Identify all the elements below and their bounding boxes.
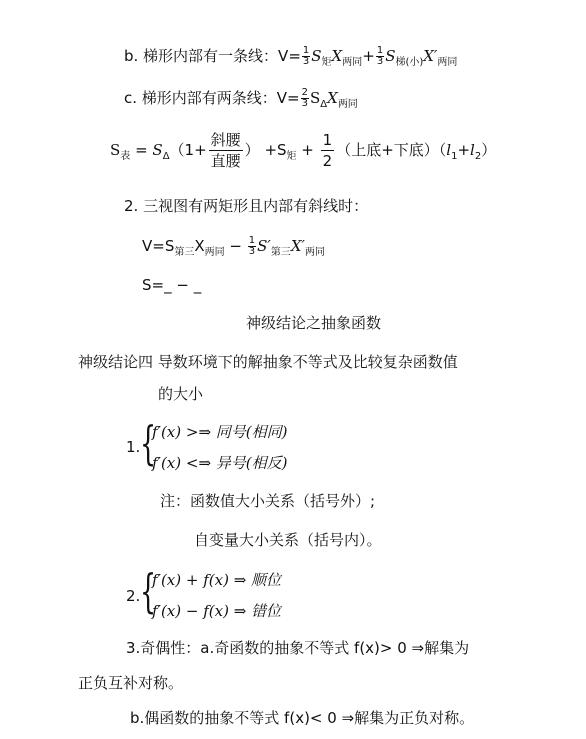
fraction-one-third-v: $\frac{1}{3}$ bbox=[248, 235, 256, 257]
parity-line-2: 正负互补对称。 bbox=[78, 674, 184, 692]
line-b-label: b. 梯形内部有一条线：V= bbox=[124, 47, 301, 65]
left-brace-icon-2: { bbox=[140, 564, 157, 618]
volume-formula: $V=S_{第三}X_{两同}$ − $\frac{1}{3}$ $S'_{第三}X'_{两同}$ bbox=[142, 235, 325, 258]
item-2-text: 2. 三视图有两矩形且内部有斜线时： bbox=[124, 197, 369, 215]
parity-line-3: b.偶函数的抽象不等式 f(x)< 0 ⇒解集为正负对称。 bbox=[130, 709, 475, 727]
fraction-two-thirds: $\frac{2}{3}$ bbox=[301, 87, 308, 109]
line-c-label: c. 梯形内部有两条线：V= bbox=[124, 89, 300, 107]
s-formula: S=_ − _ bbox=[142, 276, 202, 294]
section-title: 神级结论之抽象函数 bbox=[246, 314, 382, 332]
left-brace-icon: { bbox=[140, 416, 157, 470]
case-1-line-b: f′(x) <⇒ 异号(相反) bbox=[152, 454, 288, 472]
line-c-formula: c. 梯形内部有两条线：V= $\frac{2}{3}$ $S_\Delta X_{两同}$ bbox=[124, 87, 358, 110]
conclusion-line-1: 神级结论四 导数环境下的解抽象不等式及比较复杂函数值 bbox=[78, 353, 458, 371]
fraction-one-third-a: $\frac{1}{3}$ bbox=[302, 45, 310, 67]
line-b-formula: b. 梯形内部有一条线：V= $\frac{1}{3}$ $S_矩X_{两同}+$ $\frac{1}{3}$ $S_{梯(小)}X'_{两同}$ bbox=[124, 45, 458, 68]
fraction-slant-over-vertical: 斜腰 直腰 bbox=[210, 131, 241, 170]
fraction-one-third-b: $\frac{1}{3}$ bbox=[376, 45, 384, 67]
case-1-number: 1. bbox=[126, 438, 141, 456]
case-1-line-a: f′(x) >⇒ 同号(相同) bbox=[152, 423, 288, 441]
note-line-2: 自变量大小关系（括号内）。 bbox=[194, 531, 382, 549]
conclusion-line-2: 的大小 bbox=[158, 385, 204, 403]
note-line-1: 注：函数值大小关系（括号外）; bbox=[160, 492, 376, 510]
surface-area-formula: $S_表 = S_\Delta(1+$ 斜腰 直腰 ） $+S_矩$ + $\frac{1}{2}$ （上底+下底）$(l_1+l_2)$ bbox=[110, 131, 497, 170]
parity-line-1: 3.奇偶性：a.奇函数的抽象不等式 f(x)> 0 ⇒解集为 bbox=[126, 639, 470, 657]
case-2-number: 2. bbox=[126, 587, 141, 605]
case-2-line-b: f′(x) − f(x) ⇒ 错位 bbox=[152, 602, 282, 620]
fraction-one-half: $\frac{1}{2}$ bbox=[322, 131, 333, 170]
case-2-line-a: f′(x) + f(x) ⇒ 顺位 bbox=[152, 571, 282, 589]
